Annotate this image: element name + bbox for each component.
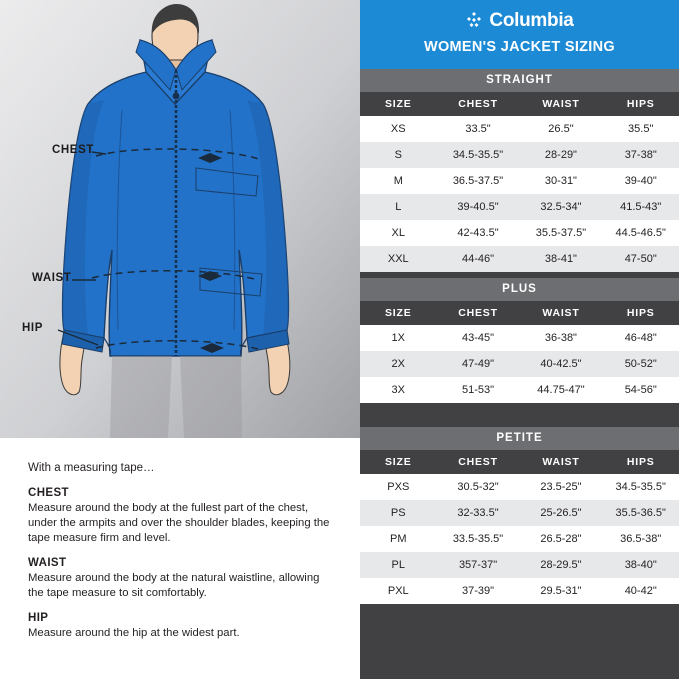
cell-size: S <box>360 142 437 168</box>
section-title-petite: PETITE <box>360 427 679 450</box>
cell-waist: 44.75-47" <box>519 377 602 403</box>
cell-waist: 28-29.5" <box>519 552 602 578</box>
cell-waist: 26.5" <box>519 116 602 142</box>
col-header-hips: HIPS <box>602 301 679 325</box>
section-title-straight: STRAIGHT <box>360 69 679 92</box>
table-row <box>360 552 679 578</box>
table-header-row <box>360 450 679 474</box>
cell-chest: 32-33.5" <box>437 500 520 526</box>
cell-waist: 28-29" <box>519 142 602 168</box>
cell-hips: 38-40" <box>602 552 679 578</box>
jacket-illustration <box>0 0 360 438</box>
cell-hips: 44.5-46.5" <box>602 220 679 246</box>
col-header-hips: HIPS <box>602 92 679 116</box>
cell-hips: 41.5-43" <box>602 194 679 220</box>
instruction-block-waist <box>28 557 338 601</box>
size-table-straight <box>360 92 679 272</box>
columbia-diamond-logo-icon <box>465 12 483 30</box>
cell-chest: 47-49" <box>437 351 520 377</box>
size-table-plus <box>360 301 679 403</box>
cell-chest: 43-45" <box>437 325 520 351</box>
cell-hips: 35.5" <box>602 116 679 142</box>
cell-waist: 29.5-31" <box>519 578 602 604</box>
cell-waist: 38-41" <box>519 246 602 272</box>
table-row <box>360 474 679 500</box>
cell-hips: 39-40" <box>602 168 679 194</box>
table-row <box>360 194 679 220</box>
cell-chest: 30.5-32" <box>437 474 520 500</box>
table-row <box>360 351 679 377</box>
cell-waist: 23.5-25" <box>519 474 602 500</box>
cell-waist: 40-42.5" <box>519 351 602 377</box>
bottom-filler <box>360 604 679 679</box>
table-row <box>360 116 679 142</box>
instruction-text-hip: Measure around the hip at the widest part. <box>28 626 240 639</box>
cell-hips: 47-50" <box>602 246 679 272</box>
col-header-waist: WAIST <box>519 301 602 325</box>
instruction-text-chest: Measure around the body at the fullest part of the chest, under the armpits and over the shoulder blades, keeping the tape measure firm and level. <box>28 502 330 544</box>
cell-size: XS <box>360 116 437 142</box>
brand-name: Columbia <box>489 10 574 31</box>
instructions-intro: With a measuring tape… <box>28 462 155 474</box>
cell-waist: 36-38" <box>519 325 602 351</box>
instruction-block-chest <box>28 487 338 546</box>
cell-size: PL <box>360 552 437 578</box>
table-header-row <box>360 301 679 325</box>
size-table-petite <box>360 450 679 604</box>
cell-hips: 54-56" <box>602 377 679 403</box>
cell-size: 1X <box>360 325 437 351</box>
table-row <box>360 500 679 526</box>
table-row <box>360 526 679 552</box>
col-header-size: SIZE <box>360 301 437 325</box>
table-row <box>360 325 679 351</box>
cell-chest: 36.5-37.5" <box>437 168 520 194</box>
table-row <box>360 578 679 604</box>
cell-waist: 32.5-34" <box>519 194 602 220</box>
instruction-text-waist: Measure around the body at the natural waistline, allowing the tape measure to sit comfortably. <box>28 571 320 599</box>
cell-chest: 34.5-35.5" <box>437 142 520 168</box>
table-divider <box>360 403 679 427</box>
section-title-plus: PLUS <box>360 278 679 301</box>
illustration-label-waist: WAIST <box>32 272 72 284</box>
cell-chest: 39-40.5" <box>437 194 520 220</box>
col-header-waist: WAIST <box>519 450 602 474</box>
brand-subtitle: WOMEN'S JACKET SIZING <box>423 39 615 55</box>
cell-size: PM <box>360 526 437 552</box>
cell-chest: 33.5" <box>437 116 520 142</box>
brand-header <box>360 0 679 69</box>
col-header-chest: CHEST <box>437 301 520 325</box>
cell-waist: 30-31" <box>519 168 602 194</box>
brand-row <box>360 10 679 32</box>
cell-waist: 35.5-37.5" <box>519 220 602 246</box>
illustration-label-chest: CHEST <box>52 144 94 156</box>
col-header-size: SIZE <box>360 92 437 116</box>
right-column <box>360 0 679 679</box>
cell-hips: 46-48" <box>602 325 679 351</box>
illustration-label-hip: HIP <box>22 322 43 334</box>
cell-chest: 44-46" <box>437 246 520 272</box>
col-header-size: SIZE <box>360 450 437 474</box>
table-row <box>360 142 679 168</box>
cell-chest: 37-39" <box>437 578 520 604</box>
cell-size: PXS <box>360 474 437 500</box>
cell-size: XXL <box>360 246 437 272</box>
cell-waist: 25-26.5" <box>519 500 602 526</box>
cell-hips: 40-42" <box>602 578 679 604</box>
instruction-title-waist: WAIST <box>28 556 67 569</box>
cell-chest: 33.5-35.5" <box>437 526 520 552</box>
cell-chest: 51-53" <box>437 377 520 403</box>
cell-hips: 34.5-35.5" <box>602 474 679 500</box>
cell-size: L <box>360 194 437 220</box>
cell-hips: 35.5-36.5" <box>602 500 679 526</box>
cell-chest: 42-43.5" <box>437 220 520 246</box>
cell-size: 3X <box>360 377 437 403</box>
cell-waist: 26.5-28" <box>519 526 602 552</box>
table-row <box>360 168 679 194</box>
cell-size: XL <box>360 220 437 246</box>
cell-size: M <box>360 168 437 194</box>
table-row <box>360 377 679 403</box>
col-header-chest: CHEST <box>437 450 520 474</box>
table-row <box>360 246 679 272</box>
table-row <box>360 220 679 246</box>
col-header-waist: WAIST <box>519 92 602 116</box>
cell-size: PXL <box>360 578 437 604</box>
col-header-chest: CHEST <box>437 92 520 116</box>
cell-size: 2X <box>360 351 437 377</box>
cell-hips: 50-52" <box>602 351 679 377</box>
cell-hips: 37-38" <box>602 142 679 168</box>
cell-size: PS <box>360 500 437 526</box>
jacket-figure-svg <box>0 0 360 438</box>
table-header-row <box>360 92 679 116</box>
instruction-block-hip <box>28 612 338 641</box>
measuring-instructions <box>0 438 360 679</box>
cell-hips: 36.5-38" <box>602 526 679 552</box>
cell-chest: 357-37" <box>437 552 520 578</box>
instruction-title-hip: HIP <box>28 611 49 624</box>
instruction-title-chest: CHEST <box>28 487 69 499</box>
col-header-hips: HIPS <box>602 450 679 474</box>
